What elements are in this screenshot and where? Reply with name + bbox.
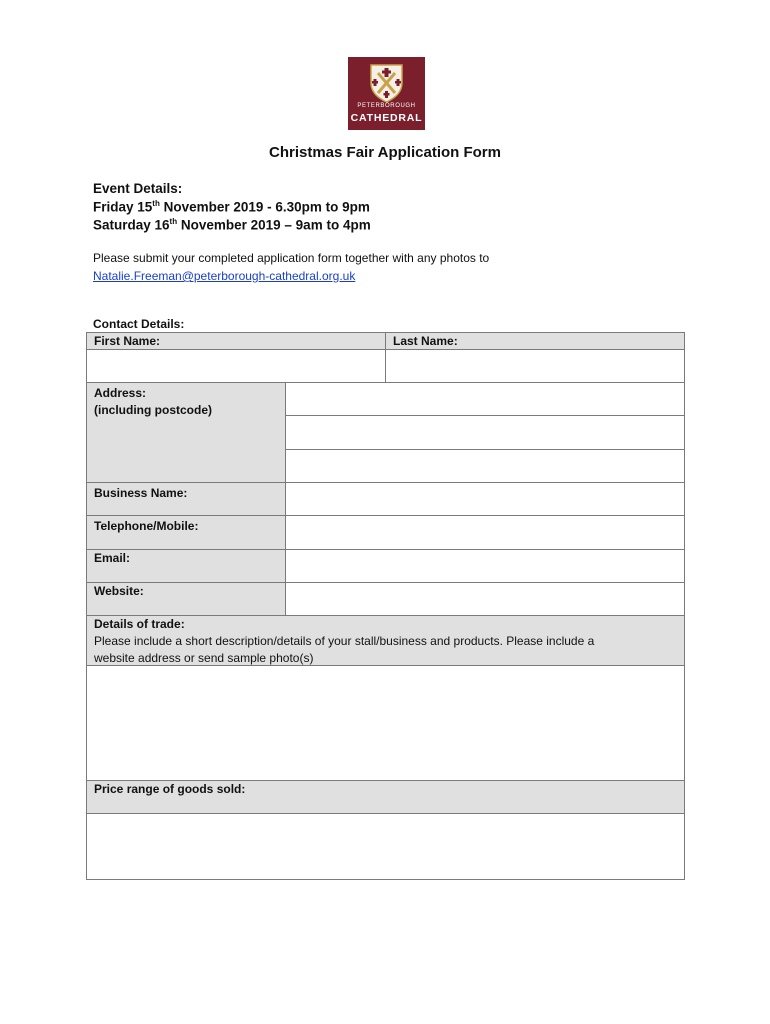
shield-icon [369,63,404,103]
trade-label: Details of trade: [94,617,185,631]
website-label-cell [86,582,286,616]
business-label: Business Name: [94,486,188,500]
instructions-text: Please submit your completed application form together with any photos to [93,251,490,265]
first-name-field[interactable] [86,349,386,383]
saturday-day: Saturday 16 [93,217,170,233]
trade-desc-line-1: Please include a short description/details of your stall/business and products. Please include a [94,634,595,648]
last-name-label: Last Name: [393,334,458,348]
saturday-rest: November 2019 – 9am to 4pm [177,217,371,233]
page-title: Christmas Fair Application Form [269,144,501,161]
address-label: Address: [94,386,147,400]
logo-line-2: CATHEDRAL [350,112,423,124]
trade-label-cell [86,615,685,666]
price-label-cell [86,780,685,814]
address-field-2[interactable] [285,415,685,450]
address-field-3[interactable] [285,449,685,483]
address-label-cell [86,382,286,483]
email-field[interactable] [285,549,685,583]
first-name-header [86,332,386,350]
friday-sup: th [152,199,160,208]
last-name-header [385,332,685,350]
email-label-cell [86,549,286,583]
address-field-1[interactable] [285,382,685,416]
email-link[interactable]: Natalie.Freeman@peterborough-cathedral.org.uk [93,269,356,283]
business-name-field[interactable] [285,482,685,516]
email-label: Email: [94,551,131,565]
event-heading: Event Details: [93,181,183,196]
price-range-field[interactable] [86,813,685,880]
last-name-field[interactable] [385,349,685,383]
phone-label: Telephone/Mobile: [94,519,199,533]
phone-label-cell [86,515,286,550]
website-field[interactable] [285,582,685,616]
event-saturday [93,217,371,233]
event-friday [93,199,370,215]
cathedral-logo [348,57,425,130]
trade-details-field[interactable] [86,665,685,781]
first-name-label: First Name: [94,334,161,348]
business-label-cell [86,482,286,516]
friday-day: Friday 15 [93,199,153,215]
trade-desc-line-2: website address or send sample photo(s) [94,651,314,665]
logo-line-1: PETERBOROUGH [357,103,416,109]
saturday-sup: th [169,217,178,226]
phone-field[interactable] [285,515,685,550]
friday-rest: November 2019 - 6.30pm to 9pm [159,199,370,215]
contact-details-label: Contact Details: [93,317,185,331]
address-sub-label: (including postcode) [94,403,212,417]
website-label: Website: [94,584,144,598]
price-label: Price range of goods sold: [94,782,246,796]
